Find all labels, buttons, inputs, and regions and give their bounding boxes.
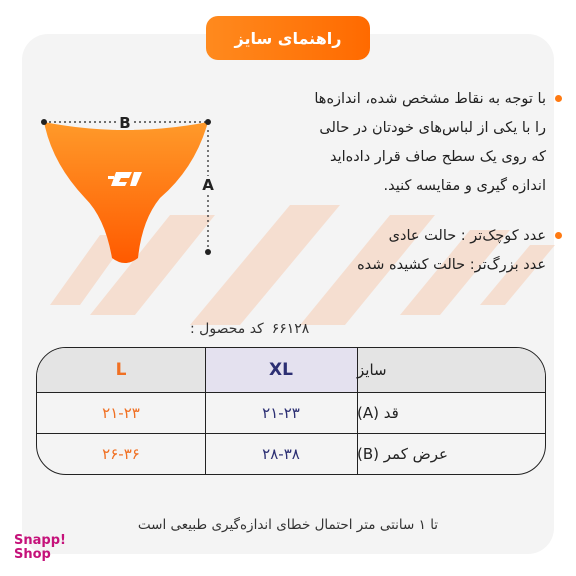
header-size-l: L [115, 360, 127, 380]
label-a: A [202, 176, 214, 194]
row-label-waist: عرض کمر (B) [357, 445, 448, 463]
product-code-label: کد محصول : [190, 321, 264, 337]
product-code [190, 316, 390, 342]
instruction-line: اندازه گیری و مقایسه کنید. [383, 178, 546, 194]
measurement-instructions [216, 85, 546, 201]
instruction-line: که روی یک سطح صاف قرار داده‌اید [329, 149, 546, 165]
cell-l-height: ۲۱-۲۳ [102, 404, 140, 422]
page-title: راهنمای سایز [234, 28, 342, 48]
explanation-line: عدد کوچک‌تر : حالت عادی [388, 228, 546, 244]
bullet-dot [555, 95, 562, 102]
cell-xl-waist: ۲۸-۳۸ [262, 445, 300, 463]
label-b: B [119, 114, 131, 132]
row-label-height: قد (A) [357, 404, 399, 422]
cell-l-waist: ۲۶-۳۶ [102, 445, 140, 463]
snappshop-logo [14, 534, 74, 562]
underwear-diagram [30, 108, 230, 278]
logo-line-2: Shop [14, 547, 51, 562]
size-table [36, 347, 546, 475]
explanation-line: عدد بزرگ‌تر: حالت کشیده شده [357, 257, 546, 273]
instruction-line: با توجه به نقاط مشخص شده، اندازه‌ها [314, 91, 546, 107]
instruction-line: را با یکی از لباس‌های خودتان در حالی [319, 120, 546, 136]
header-size-label: سایز [357, 361, 387, 379]
header-size-xl: XL [269, 360, 293, 380]
measurement-error-note: تا ۱ سانتی متر احتمال خطای اندازه‌گیری طبیعی است [137, 517, 439, 533]
logo-line-1: Snapp! [14, 533, 66, 548]
number-explanation [216, 222, 546, 280]
bullet-dot [555, 232, 562, 239]
cell-xl-height: ۲۱-۲۳ [262, 404, 300, 422]
product-code-value: ۶۶۱۲۸ [271, 321, 310, 337]
header-title-tab [206, 16, 370, 60]
